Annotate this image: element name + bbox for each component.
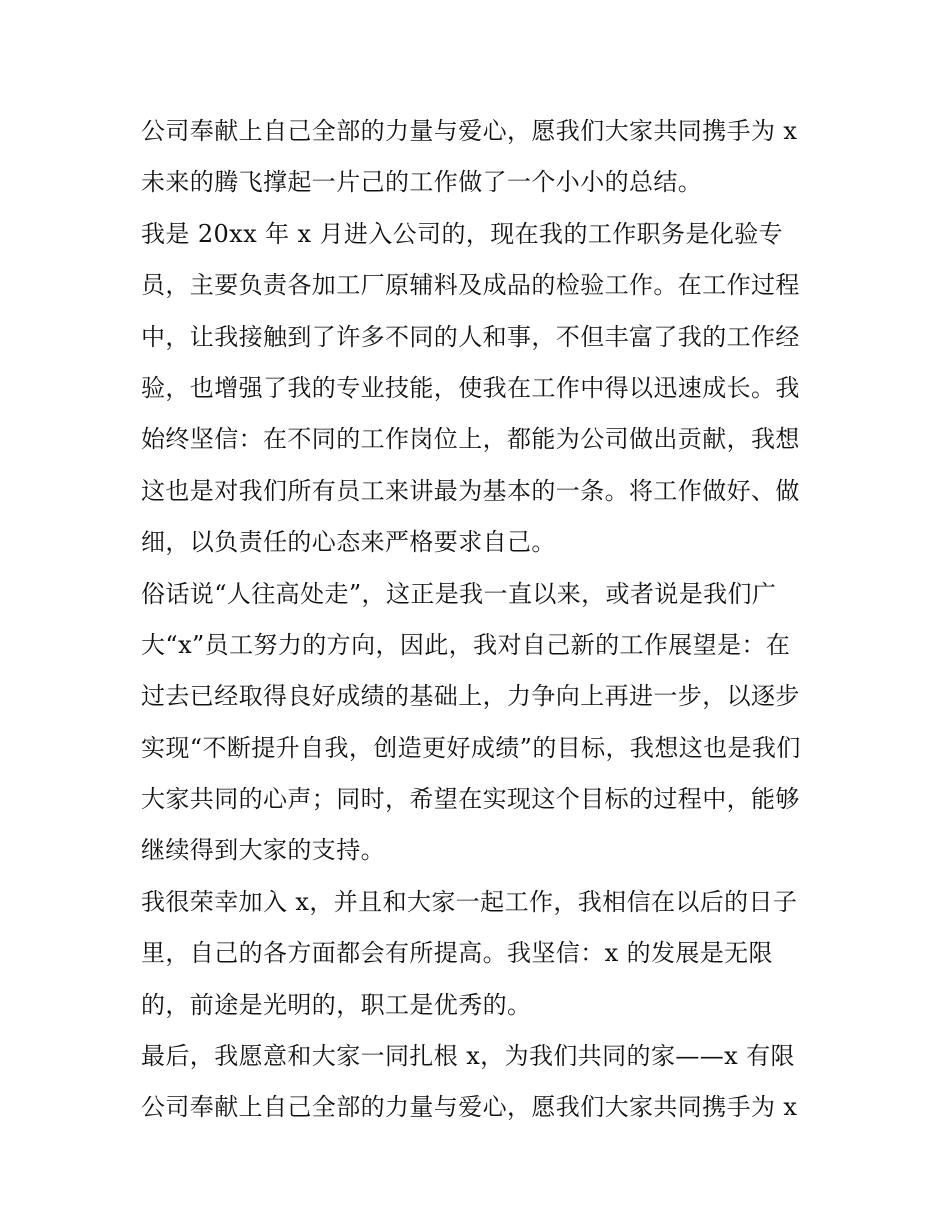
- text-line: 我很荣幸加入 x，并且和大家一起工作，我相信在以后的日子: [141, 887, 798, 916]
- text-line: 实现“不断提升自我，创造更好成绩”的目标，我想这也是我们: [141, 733, 801, 762]
- text-line: 我是 20xx 年 x 月进入公司的，现在我的工作职务是化验专: [141, 219, 784, 248]
- text-line: 公司奉献上自己全部的力量与爱心，愿我们大家共同携手为 x: [141, 117, 798, 145]
- text-line: 公司奉献上自己全部的力量与爱心，愿我们大家共同携手为 x: [141, 1093, 798, 1122]
- text-line: 大家共同的心声；同时，希望在实现这个目标的过程中，能够: [141, 785, 800, 814]
- text-line: 中，让我接触到了许多不同的人和事，不但丰富了我的工作经: [141, 322, 800, 351]
- text-line: 的，前途是光明的，职工是优秀的。: [141, 990, 532, 1019]
- text-line: 大“x”员工努力的方向，因此，我对自己新的工作展望是：在: [141, 630, 791, 659]
- text-line: 员，主要负责各加工厂原辅料及成品的检验工作。在工作过程: [141, 271, 800, 300]
- text-line: 未来的腾飞撑起一片己的工作做了一个小小的总结。: [141, 168, 703, 197]
- text-line: 过去已经取得良好成绩的基础上，力争向上再进一步，以逐步: [141, 682, 800, 711]
- body-text: [141, 111, 821, 1139]
- text-line: 始终坚信：在不同的工作岗位上，都能为公司做出贡献，我想: [141, 425, 800, 454]
- text-line: 俗话说“人往高处走”，这正是我一直以来，或者说是我们广: [141, 579, 777, 608]
- text-line: 继续得到大家的支持。: [141, 836, 385, 865]
- text-line: 细，以负责任的心态来严格要求自己。: [141, 528, 556, 557]
- text-line: 验，也增强了我的专业技能，使我在工作中得以迅速成长。我: [141, 373, 800, 402]
- text-line: 最后，我愿意和大家一同扎根 x，为我们共同的家——x 有限: [141, 1042, 795, 1071]
- text-line: 这也是对我们所有员工来讲最为基本的一条。将工作做好、做: [141, 476, 800, 505]
- text-line: 里，自己的各方面都会有所提高。我坚信：x 的发展是无限: [141, 939, 773, 968]
